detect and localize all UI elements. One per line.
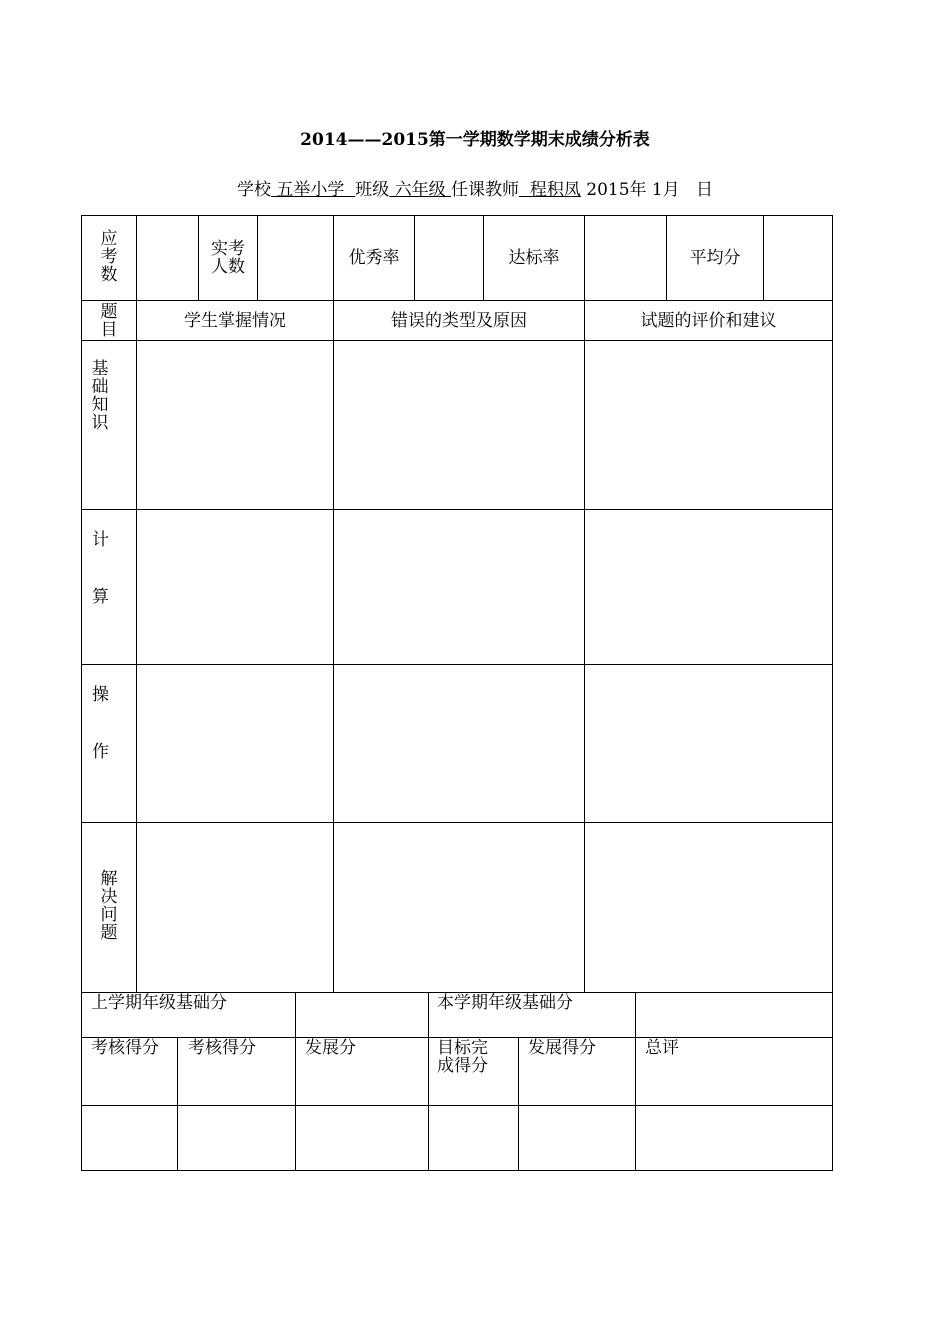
operation-label-1: 操 <box>92 685 109 705</box>
topic-label: 题目 <box>100 302 118 340</box>
table-line <box>832 215 833 1171</box>
basic-knowledge-label: 基础知识 <box>91 359 109 433</box>
this-term-base-label: 本学期年级基础分 <box>437 993 573 1013</box>
mastery-label: 学生掌握情况 <box>184 311 286 331</box>
calculation-label-1: 计 <box>92 530 109 550</box>
table-line <box>198 215 199 300</box>
average-label: 平均分 <box>689 248 741 268</box>
table-line <box>81 300 833 301</box>
overall-label: 总评 <box>645 1038 679 1058</box>
table-line <box>295 1037 296 1170</box>
table-line <box>81 215 833 216</box>
error-label: 错误的类型及原因 <box>391 311 527 331</box>
teacher-value: 程积凤 <box>519 180 581 200</box>
table-line <box>428 992 429 1037</box>
table-line <box>136 215 137 300</box>
assess-score-label-1: 考核得分 <box>91 1038 159 1058</box>
table-line <box>518 1037 519 1170</box>
target-score-label: 目标完成得分 <box>437 1038 488 1076</box>
table-line <box>81 509 833 510</box>
table-line <box>584 300 585 992</box>
excellent-rate-label: 优秀率 <box>348 248 400 268</box>
table-line <box>635 1037 636 1170</box>
development-score-label: 发展分 <box>305 1038 356 1058</box>
table-line <box>414 215 415 300</box>
table-line <box>333 300 334 992</box>
class-value: 六年级 <box>389 180 452 200</box>
table-line <box>763 215 764 300</box>
last-term-base-label: 上学期年级基础分 <box>91 993 227 1013</box>
table-line <box>177 1037 178 1170</box>
table-line <box>81 1170 833 1171</box>
table-line <box>428 1037 429 1170</box>
class-label: 班级 <box>355 180 390 200</box>
table-line <box>584 215 585 300</box>
exam-count-label: 应考数 <box>100 229 118 285</box>
table-line <box>81 1105 833 1106</box>
date-text: 2015年 1月 日 <box>580 180 713 200</box>
school-value: 五举小学 <box>271 180 356 200</box>
table-line <box>136 300 137 992</box>
header-info-line <box>0 175 950 200</box>
document-title: 2014——2015第一学期数学期末成绩分析表 <box>300 130 650 150</box>
teacher-label: 任课教师 <box>451 180 520 200</box>
assess-score-label-2: 考核得分 <box>188 1038 256 1058</box>
actual-count-label: 实考人数 <box>211 239 245 277</box>
table-line <box>81 340 833 341</box>
calculation-label-2: 算 <box>92 587 109 607</box>
table-line <box>635 992 636 1037</box>
table-line <box>295 992 296 1037</box>
pass-rate-label: 达标率 <box>508 248 560 268</box>
problem-solving-label: 解决问题 <box>100 869 118 943</box>
table-line <box>81 822 833 823</box>
development-got-label: 发展得分 <box>528 1038 596 1058</box>
school-label: 学校 <box>237 180 272 200</box>
operation-label-2: 作 <box>92 742 109 762</box>
evaluation-label: 试题的评价和建议 <box>640 311 777 331</box>
table-line <box>81 664 833 665</box>
table-line <box>81 215 82 1171</box>
table-line <box>257 215 258 300</box>
